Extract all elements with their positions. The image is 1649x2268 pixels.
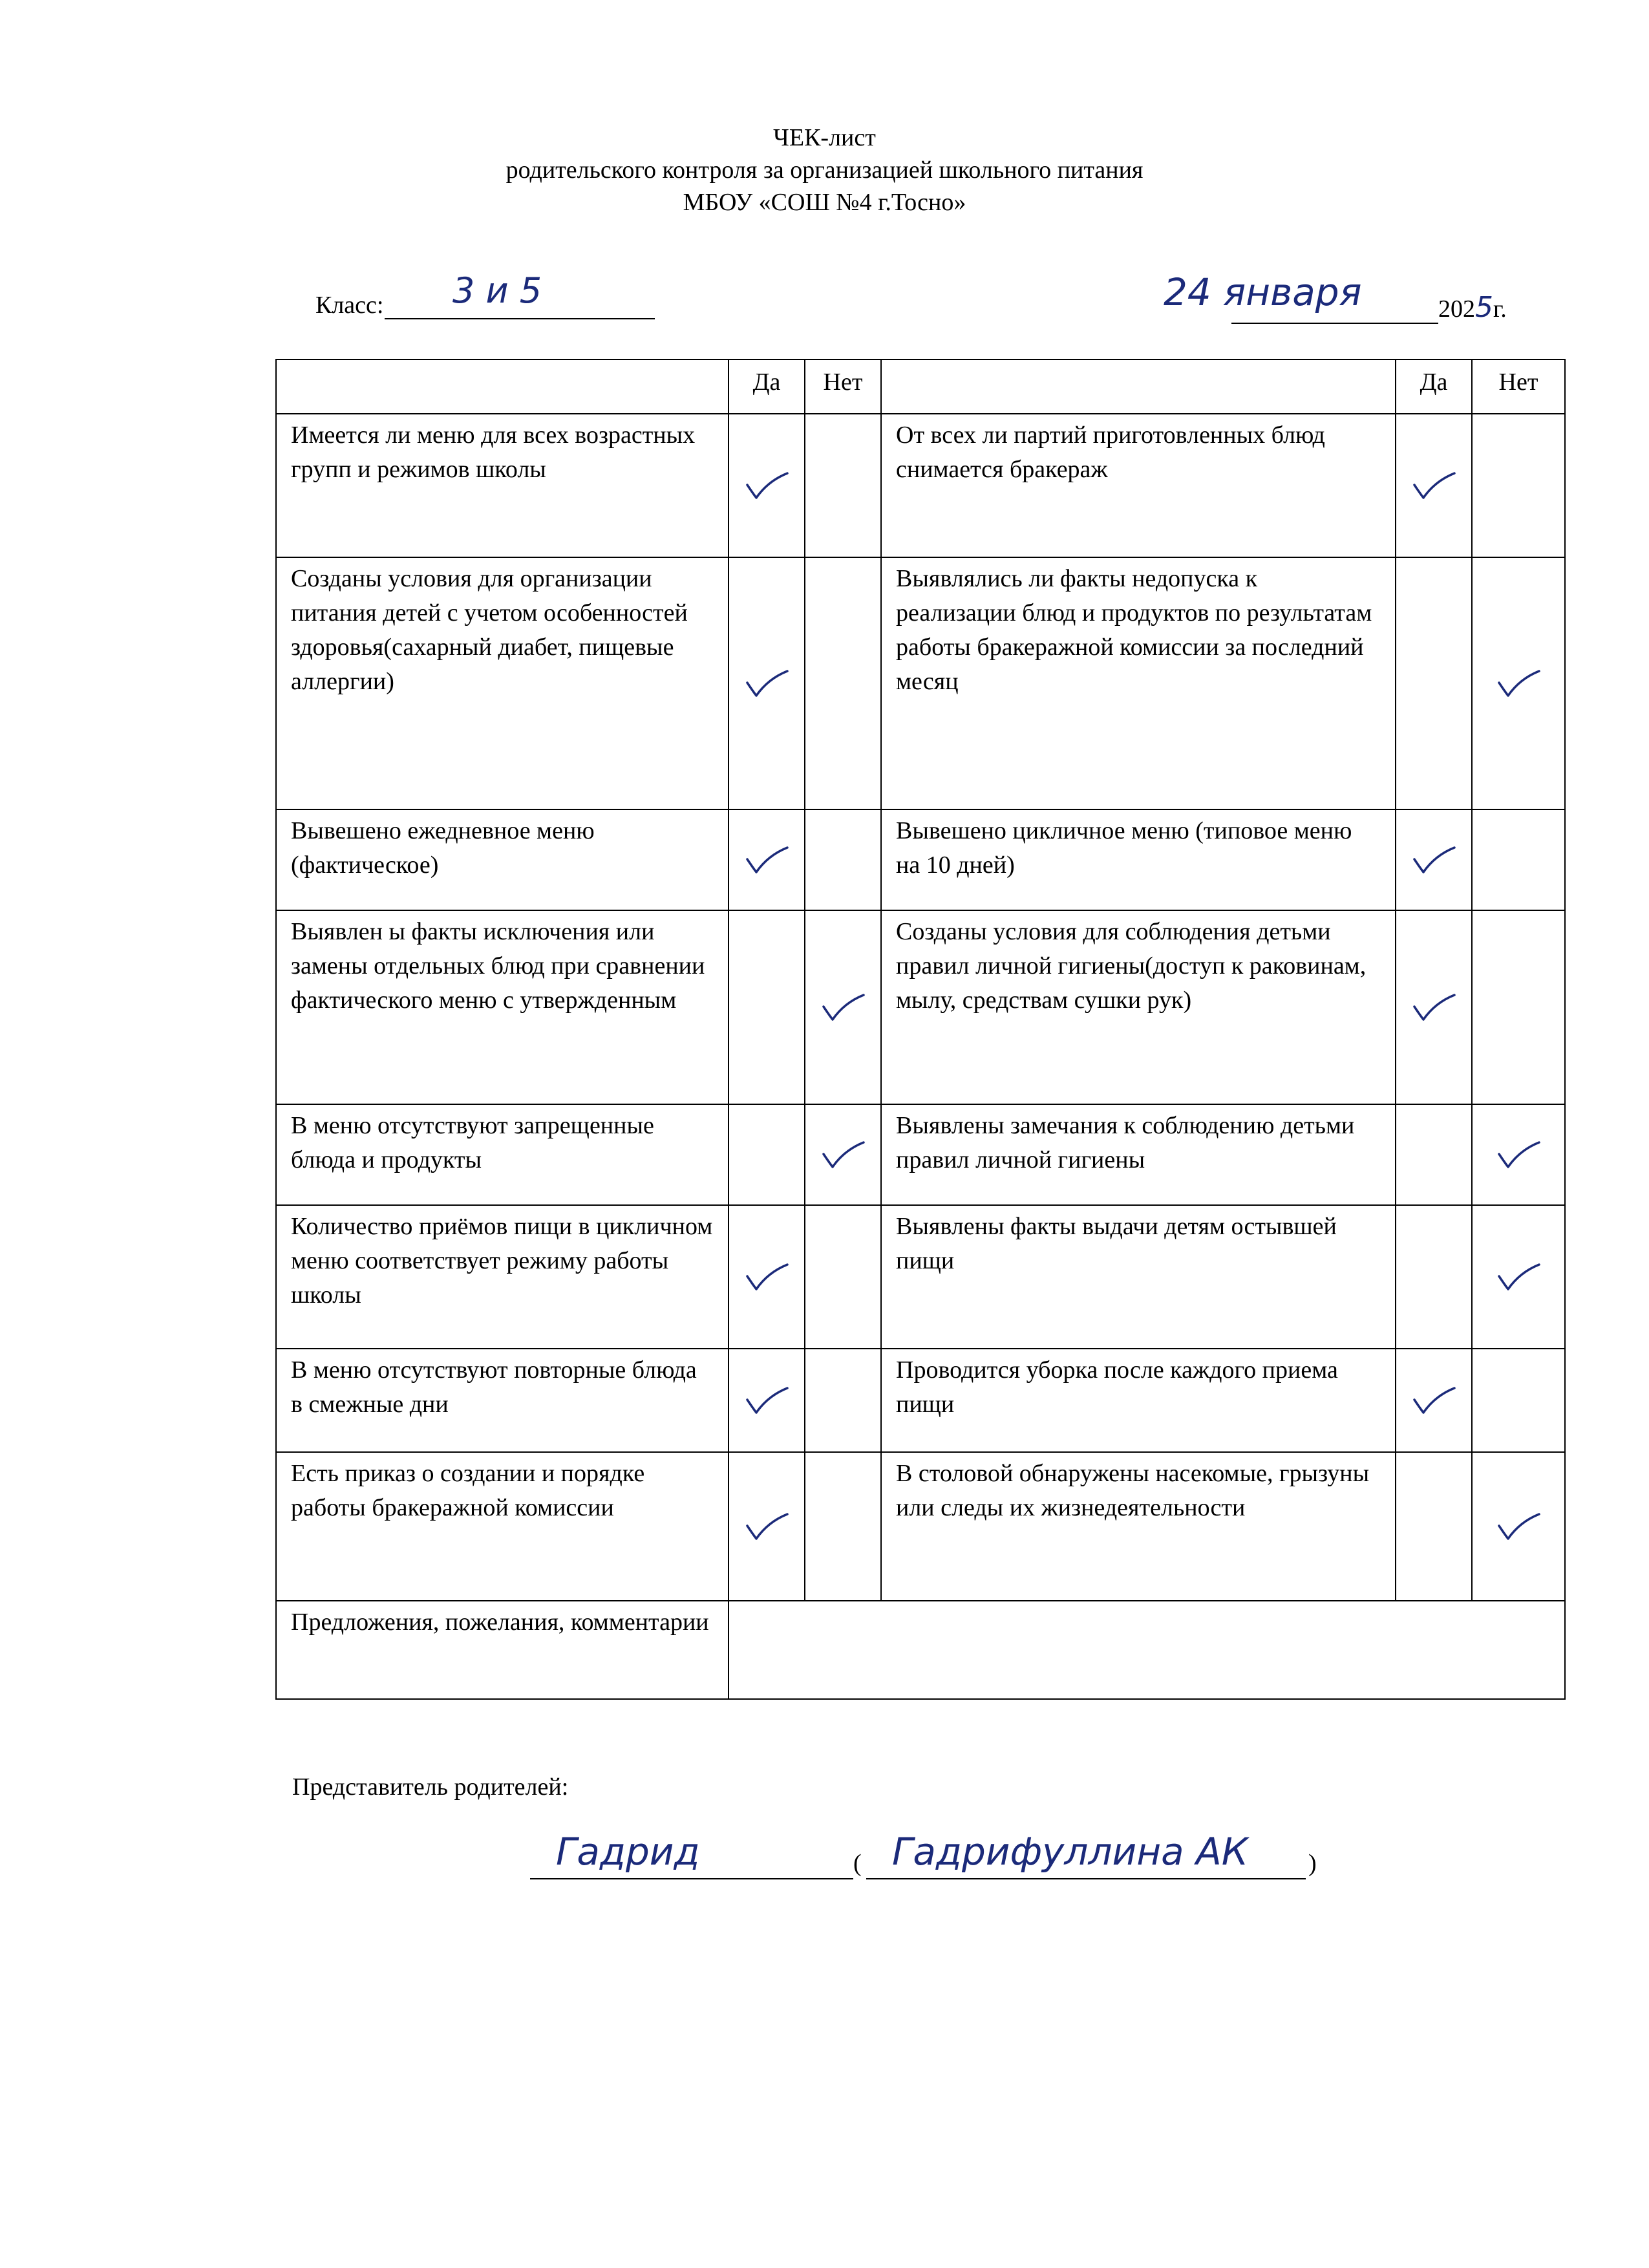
left-question-cell: Выявлен ы факты исключения или замены отдельных блюд при сравнении фактического меню с утвержденным: [276, 910, 729, 1104]
comments-row: [276, 1601, 1565, 1699]
left-question-cell: В меню отсутствуют повторные блюда в смежные дни: [276, 1349, 729, 1452]
parent-full-name: Гадрифуллина АК: [892, 1830, 1248, 1874]
table-row: [276, 414, 1565, 557]
right-yes-cell[interactable]: [1396, 1104, 1472, 1205]
left-question-cell: В меню отсутствуют запрещенные блюда и продукты: [276, 1104, 729, 1205]
class-label: Класс:: [315, 292, 384, 319]
right-yes-header: Да: [1396, 359, 1472, 414]
signature-line: [530, 1878, 853, 1879]
checkmark-icon: [1495, 1510, 1542, 1543]
checkmark-icon: [1410, 991, 1457, 1023]
left-question-cell: Созданы условия для организации питания детей с учетом особенностей здоровья(сахарный диабет, пищевые аллергии): [276, 557, 729, 809]
right-no-header: Нет: [1472, 359, 1565, 414]
name-paren-close: ): [1308, 1850, 1317, 1877]
right-no-cell[interactable]: [1472, 557, 1565, 809]
right-no-cell[interactable]: [1472, 414, 1565, 557]
right-yes-cell[interactable]: [1396, 1205, 1472, 1349]
checklist-table: [275, 359, 1566, 1700]
left-no-cell[interactable]: [805, 1104, 881, 1205]
name-line: [866, 1878, 1306, 1879]
right-no-cell[interactable]: [1472, 910, 1565, 1104]
document-header: [0, 122, 1649, 219]
left-yes-cell[interactable]: [729, 910, 805, 1104]
right-yes-cell[interactable]: [1396, 910, 1472, 1104]
checkmark-icon: [1410, 469, 1457, 502]
right-question-cell: Созданы условия для соблюдения детьми правил личной гигиены(доступ к раковинам, мылу, средствам сушки рук): [881, 910, 1396, 1104]
left-no-cell[interactable]: [805, 809, 881, 910]
comments-label: Предложения, пожелания, комментарии: [276, 1601, 729, 1699]
left-no-cell[interactable]: [805, 414, 881, 557]
checkmark-icon: [1410, 844, 1457, 876]
date-handwritten-value: 24 января: [1164, 270, 1362, 314]
document-subtitle: родительского контроля за организацией школьного питания: [505, 156, 1144, 184]
table-row: [276, 910, 1565, 1104]
checkmark-icon: [743, 844, 790, 876]
left-no-cell[interactable]: [805, 910, 881, 1104]
checkmark-icon: [1410, 1384, 1457, 1417]
left-yes-cell[interactable]: [729, 809, 805, 910]
right-question-cell: Выявлены замечания к соблюдению детьми правил личной гигиены: [881, 1104, 1396, 1205]
left-yes-cell[interactable]: [729, 1205, 805, 1349]
left-question-cell: Имеется ли меню для всех возрастных групп и режимов школы: [276, 414, 729, 557]
left-no-cell[interactable]: [805, 557, 881, 809]
left-yes-header: Да: [729, 359, 805, 414]
table-header-row: [276, 359, 1565, 414]
year-prefix: 202: [1438, 295, 1475, 323]
year-handwritten-digit: 5: [1475, 291, 1493, 324]
right-yes-cell[interactable]: [1396, 809, 1472, 910]
left-question-header: [276, 359, 729, 414]
right-yes-cell[interactable]: [1396, 414, 1472, 557]
right-question-cell: От всех ли партий приготовленных блюд снимается бракераж: [881, 414, 1396, 557]
checkmark-icon: [820, 991, 866, 1023]
left-yes-cell[interactable]: [729, 557, 805, 809]
table-row: [276, 1104, 1565, 1205]
name-paren-open: (: [853, 1850, 862, 1877]
document-title: ЧЕК-лист: [773, 124, 876, 151]
right-yes-cell[interactable]: [1396, 1349, 1472, 1452]
table-row: [276, 1452, 1565, 1601]
left-no-cell[interactable]: [805, 1452, 881, 1601]
right-no-cell[interactable]: [1472, 809, 1565, 910]
left-no-cell[interactable]: [805, 1349, 881, 1452]
comments-field[interactable]: [729, 1601, 1565, 1699]
table-row: [276, 1349, 1565, 1452]
right-no-cell[interactable]: [1472, 1205, 1565, 1349]
checkmark-icon: [743, 1510, 790, 1543]
left-yes-cell[interactable]: [729, 414, 805, 557]
right-yes-cell[interactable]: [1396, 1452, 1472, 1601]
checkmark-icon: [743, 1261, 790, 1293]
parent-signature: Гадрид: [556, 1830, 700, 1874]
left-question-cell: Есть приказ о создании и порядке работы бракеражной комиссии: [276, 1452, 729, 1601]
checkmark-icon: [743, 469, 790, 502]
right-question-cell: В столовой обнаружены насекомые, грызуны или следы их жизнедеятельности: [881, 1452, 1396, 1601]
left-yes-cell[interactable]: [729, 1452, 805, 1601]
checkmark-icon: [1495, 667, 1542, 700]
left-question-cell: Количество приёмов пищи в цикличном меню соответствует режиму работы школы: [276, 1205, 729, 1349]
right-no-cell[interactable]: [1472, 1452, 1565, 1601]
table-row: [276, 809, 1565, 910]
left-no-header: Нет: [805, 359, 881, 414]
checkmark-icon: [1495, 1261, 1542, 1293]
left-question-cell: Вывешено ежедневное меню (фактическое): [276, 809, 729, 910]
checkmark-icon: [743, 1384, 790, 1417]
right-question-cell: Проводится уборка после каждого приема пищи: [881, 1349, 1396, 1452]
right-question-cell: Вывешено цикличное меню (типовое меню на 10 дней): [881, 809, 1396, 910]
right-no-cell[interactable]: [1472, 1104, 1565, 1205]
class-handwritten-value: 3 и 5: [452, 270, 542, 311]
checkmark-icon: [820, 1139, 866, 1171]
year-suffix: г.: [1493, 295, 1507, 323]
left-no-cell[interactable]: [805, 1205, 881, 1349]
checkmark-icon: [743, 667, 790, 700]
right-yes-cell[interactable]: [1396, 557, 1472, 809]
left-yes-cell[interactable]: [729, 1104, 805, 1205]
right-question-cell: Выявлялись ли факты недопуска к реализации блюд и продуктов по результатам работы бракеражной комиссии за последний месяц: [881, 557, 1396, 809]
checkmark-icon: [1495, 1139, 1542, 1171]
right-question-cell: Выявлены факты выдачи детям остывшей пищи: [881, 1205, 1396, 1349]
table-row: [276, 1205, 1565, 1349]
right-question-header: [881, 359, 1396, 414]
right-no-cell[interactable]: [1472, 1349, 1565, 1452]
school-name: МБОУ «СОШ №4 г.Тосно»: [683, 189, 966, 216]
left-yes-cell[interactable]: [729, 1349, 805, 1452]
representative-label: Представитель родителей:: [292, 1773, 569, 1801]
table-row: [276, 557, 1565, 809]
